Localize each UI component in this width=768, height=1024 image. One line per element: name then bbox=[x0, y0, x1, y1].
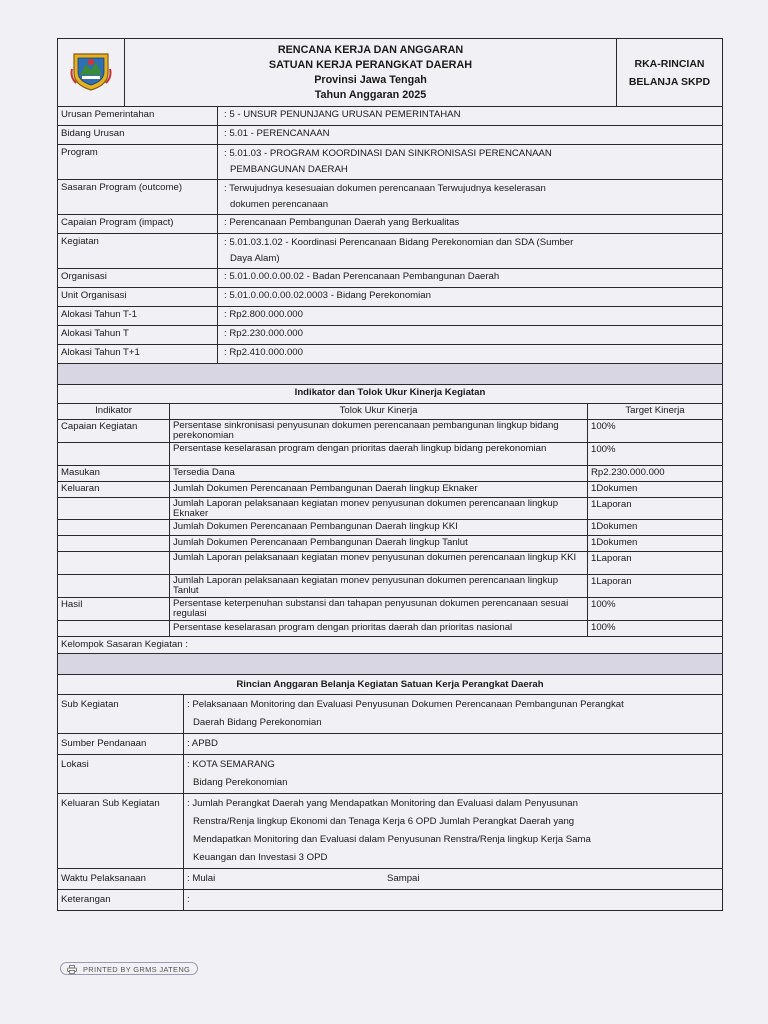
rincian-line: Keuangan dan Investasi 3 OPD bbox=[193, 852, 328, 863]
info-value: : 5.01 - PERENCANAAN bbox=[218, 126, 723, 145]
rincian-label: Keluaran Sub Kegiatan bbox=[58, 794, 184, 869]
indikator-cell bbox=[58, 498, 170, 520]
info-row bbox=[58, 326, 723, 345]
info-value: : 5.01.0.00.0.00.02 - Badan Perencanaan Pembangunan Daerah bbox=[218, 269, 723, 288]
rincian-line: Mendapatkan Monitoring dan Evaluasi dalam Penyusunan Renstra/Renja lingkup Kerja Sama bbox=[193, 834, 591, 845]
info-row bbox=[58, 215, 723, 234]
rincian-line: : APBD bbox=[187, 738, 218, 749]
rincian-line: Daerah Bidang Perekonomian bbox=[193, 717, 322, 728]
rincian-row bbox=[58, 755, 723, 794]
waktu-sampai: Sampai bbox=[387, 873, 420, 884]
rincian-row bbox=[58, 734, 723, 755]
kelompok-sasaran-row bbox=[58, 637, 723, 654]
rincian-value bbox=[184, 734, 723, 755]
waktu-mulai: : Mulai bbox=[187, 873, 216, 884]
indikator-header-row bbox=[58, 404, 723, 420]
waktu-label: Waktu Pelaksanaan bbox=[58, 869, 184, 890]
indikator-cell bbox=[58, 575, 170, 598]
indikator-row bbox=[58, 621, 723, 637]
target-cell: 100% bbox=[587, 443, 722, 466]
info-value bbox=[218, 234, 723, 269]
info-value bbox=[218, 180, 723, 215]
rincian-line: Bidang Perekonomian bbox=[193, 777, 288, 788]
logo-cell bbox=[58, 39, 125, 107]
jawa-tengah-emblem-icon bbox=[70, 51, 112, 91]
rincian-table bbox=[57, 694, 723, 911]
keterangan-label: Keterangan bbox=[58, 890, 184, 911]
indikator-section-title bbox=[58, 385, 723, 404]
indikator-cell: Capaian Kegiatan bbox=[58, 420, 170, 443]
info-label: Organisasi bbox=[58, 269, 218, 288]
header-line-3: Provinsi Jawa Tengah bbox=[314, 73, 427, 86]
indikator-cell bbox=[58, 443, 170, 466]
indikator-cell bbox=[58, 520, 170, 536]
col-target: Target Kinerja bbox=[587, 404, 722, 420]
target-cell: 1Dokumen bbox=[587, 536, 722, 552]
tolok-cell: Persentase keselarasan program dengan prioritas daerah lingkup bidang perekonomian bbox=[170, 443, 588, 466]
info-row bbox=[58, 345, 723, 364]
info-row bbox=[58, 126, 723, 145]
rincian-row bbox=[58, 890, 723, 911]
info-value: : 5 - UNSUR PENUNJANG URUSAN PEMERINTAHAN bbox=[218, 107, 723, 126]
tolok-cell: Jumlah Dokumen Perencanaan Pembangunan Daerah lingkup KKI bbox=[170, 520, 588, 536]
target-cell: 100% bbox=[587, 420, 722, 443]
rka-code-block bbox=[617, 39, 723, 107]
rincian-row bbox=[58, 695, 723, 734]
indikator-row bbox=[58, 536, 723, 552]
rincian-label: Lokasi bbox=[58, 755, 184, 794]
info-row bbox=[58, 107, 723, 126]
program-info-table bbox=[57, 106, 723, 364]
col-tolok-ukur: Tolok Ukur Kinerja bbox=[170, 404, 588, 420]
info-value-line: dokumen perencanaan bbox=[230, 199, 329, 210]
info-label: Alokasi Tahun T bbox=[58, 326, 218, 345]
info-label: Bidang Urusan bbox=[58, 126, 218, 145]
target-cell: 1Laporan bbox=[587, 575, 722, 598]
target-cell: 100% bbox=[587, 621, 722, 637]
target-cell: Rp2.230.000.000 bbox=[587, 466, 722, 482]
gray-separator bbox=[58, 364, 723, 385]
tolok-cell: Jumlah Dokumen Perencanaan Pembangunan Daerah lingkup Eknaker bbox=[170, 482, 588, 498]
rincian-value bbox=[184, 695, 723, 734]
info-label: Kegiatan bbox=[58, 234, 218, 269]
rka-code-line-1: RKA-RINCIAN bbox=[634, 57, 705, 70]
info-row bbox=[58, 288, 723, 307]
info-value-line: : 5.01.03 - PROGRAM KOORDINASI DAN SINKRONISASI PERENCANAAN bbox=[224, 148, 552, 159]
tolok-cell: Persentase keselarasan program dengan prioritas daerah dan prioritas nasional bbox=[170, 621, 588, 637]
info-label: Urusan Pemerintahan bbox=[58, 107, 218, 126]
rka-code-line-2: BELANJA SKPD bbox=[628, 75, 711, 88]
indikator-table bbox=[57, 363, 723, 695]
info-label: Capaian Program (impact) bbox=[58, 215, 218, 234]
stamp-text: PRINTED BY GRMS JATENG bbox=[83, 965, 191, 974]
indikator-row bbox=[58, 552, 723, 575]
tolok-cell: Jumlah Laporan pelaksanaan kegiatan monev penyusunan dokumen perencanaan lingkup KKI bbox=[170, 552, 588, 575]
info-label: Sasaran Program (outcome) bbox=[58, 180, 218, 215]
indikator-row bbox=[58, 482, 723, 498]
rka-document bbox=[57, 38, 723, 911]
target-cell: 100% bbox=[587, 598, 722, 621]
tolok-cell: Persentase sinkronisasi penyusunan dokumen perencanaan pembangunan lingkup bidang perekonomian bbox=[170, 420, 588, 443]
indikator-cell bbox=[58, 552, 170, 575]
indikator-cell: Masukan bbox=[58, 466, 170, 482]
info-value-line: PEMBANGUNAN DAERAH bbox=[230, 164, 348, 175]
target-cell: 1Laporan bbox=[587, 552, 722, 575]
indikator-row bbox=[58, 575, 723, 598]
target-cell: 1Laporan bbox=[587, 498, 722, 520]
indikator-row bbox=[58, 598, 723, 621]
info-label: Program bbox=[58, 145, 218, 180]
rincian-line: Renstra/Renja lingkup Ekonomi dan Tenaga Kerja 6 OPD Jumlah Perangkat Daerah yang bbox=[193, 816, 575, 827]
info-label: Unit Organisasi bbox=[58, 288, 218, 307]
target-cell: 1Dokumen bbox=[587, 520, 722, 536]
info-row bbox=[58, 180, 723, 215]
printed-by-stamp bbox=[60, 962, 198, 975]
rincian-label: Sub Kegiatan bbox=[58, 695, 184, 734]
rincian-line: : Jumlah Perangkat Daerah yang Mendapatkan Monitoring dan Evaluasi dalam Penyusunan bbox=[187, 798, 578, 809]
tolok-cell: Tersedia Dana bbox=[170, 466, 588, 482]
info-value: : Perencanaan Pembangunan Daerah yang Berkualitas bbox=[218, 215, 723, 234]
tolok-cell: Persentase keterpenuhan substansi dan tahapan penyusunan dokumen perencanaan sesuai regulasi bbox=[170, 598, 588, 621]
indikator-row bbox=[58, 498, 723, 520]
header-title-block bbox=[125, 39, 617, 107]
info-value: : Rp2.230.000.000 bbox=[218, 326, 723, 345]
info-value-line: Daya Alam) bbox=[230, 253, 280, 264]
rincian-value bbox=[184, 794, 723, 869]
info-value: : Rp2.410.000.000 bbox=[218, 345, 723, 364]
target-cell: 1Dokumen bbox=[587, 482, 722, 498]
gray-separator bbox=[58, 654, 723, 675]
rincian-value bbox=[184, 755, 723, 794]
indikator-cell bbox=[58, 621, 170, 637]
waktu-value bbox=[184, 869, 723, 890]
rincian-row bbox=[58, 794, 723, 869]
info-value: : Rp2.800.000.000 bbox=[218, 307, 723, 326]
info-row bbox=[58, 269, 723, 288]
rincian-line: : Pelaksanaan Monitoring dan Evaluasi Penyusunan Dokumen Perencanaan Pembangunan Perangkat bbox=[187, 699, 624, 710]
header-line-2: SATUAN KERJA PERANGKAT DAERAH bbox=[268, 58, 473, 71]
indikator-cell bbox=[58, 536, 170, 552]
tolok-cell: Jumlah Laporan pelaksanaan kegiatan monev penyusunan dokumen perencanaan lingkup Tanlut bbox=[170, 575, 588, 598]
indikator-row bbox=[58, 420, 723, 443]
kelompok-sasaran: Kelompok Sasaran Kegiatan : bbox=[58, 637, 723, 654]
info-label: Alokasi Tahun T-1 bbox=[58, 307, 218, 326]
indikator-row bbox=[58, 443, 723, 466]
info-value bbox=[218, 145, 723, 180]
rincian-label: Sumber Pendanaan bbox=[58, 734, 184, 755]
tolok-cell: Jumlah Laporan pelaksanaan kegiatan monev penyusunan dokumen perencanaan lingkup Eknaker bbox=[170, 498, 588, 520]
col-indikator: Indikator bbox=[58, 404, 170, 420]
indikator-row bbox=[58, 466, 723, 482]
indikator-cell: Hasil bbox=[58, 598, 170, 621]
info-row bbox=[58, 307, 723, 326]
indikator-cell: Keluaran bbox=[58, 482, 170, 498]
info-value-line: : Terwujudnya kesesuaian dokumen perencanaan Terwujudnya keselerasan bbox=[224, 183, 546, 194]
indikator-row bbox=[58, 520, 723, 536]
info-value: : 5.01.0.00.0.00.02.0003 - Bidang Perekonomian bbox=[218, 288, 723, 307]
printer-icon bbox=[67, 965, 77, 974]
keterangan-value: : bbox=[184, 890, 723, 911]
tolok-cell: Jumlah Dokumen Perencanaan Pembangunan Daerah lingkup Tanlut bbox=[170, 536, 588, 552]
info-row bbox=[58, 145, 723, 180]
header-line-4: Tahun Anggaran 2025 bbox=[314, 88, 427, 101]
header-line-1: RENCANA KERJA DAN ANGGARAN bbox=[277, 43, 464, 56]
rincian-section-title bbox=[58, 675, 723, 695]
info-label: Alokasi Tahun T+1 bbox=[58, 345, 218, 364]
rincian-title: Rincian Anggaran Belanja Kegiatan Satuan Kerja Perangkat Daerah bbox=[58, 675, 723, 695]
indikator-title: Indikator dan Tolok Ukur Kinerja Kegiatan bbox=[58, 385, 723, 404]
info-row bbox=[58, 234, 723, 269]
info-value-line: : 5.01.03.1.02 - Koordinasi Perencanaan Bidang Perekonomian dan SDA (Sumber bbox=[224, 237, 574, 248]
document-header bbox=[57, 38, 723, 107]
rincian-row bbox=[58, 869, 723, 890]
rincian-line: : KOTA SEMARANG bbox=[187, 759, 275, 770]
